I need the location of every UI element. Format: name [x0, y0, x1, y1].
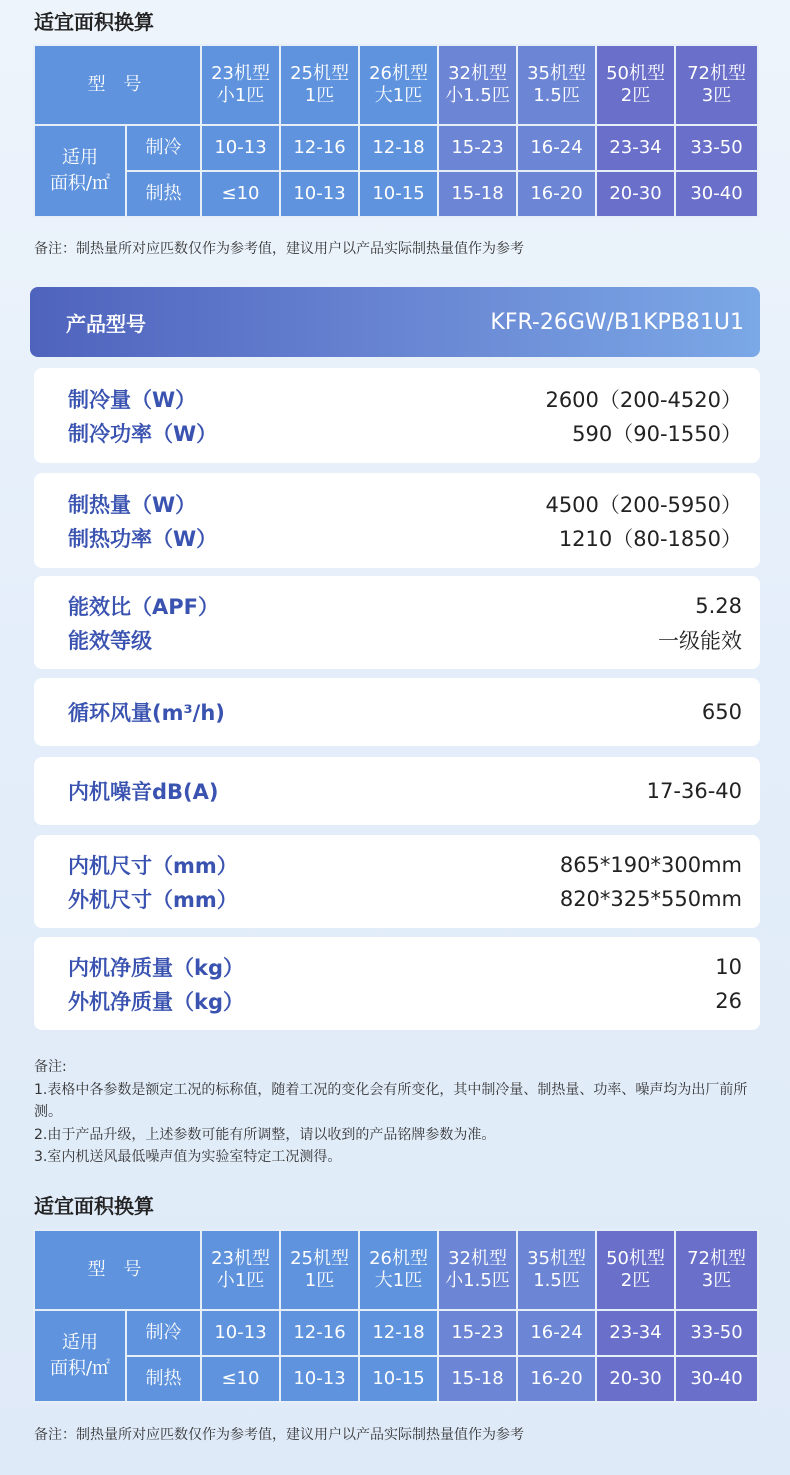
spec-row	[68, 950, 742, 984]
spec-card-heating	[34, 473, 760, 568]
model-col: 23机型 小1匹	[201, 1230, 280, 1310]
cool-cell: 16-24	[517, 125, 596, 171]
cool-cell: 12-18	[359, 1310, 438, 1356]
spec-row	[68, 984, 742, 1018]
spec-card-dimensions	[34, 835, 760, 928]
heat-cell: 20-30	[596, 171, 675, 217]
heat-label: 制热	[126, 1356, 201, 1402]
heat-cell: ≤10	[201, 1356, 280, 1402]
spec-key: 循环风量(m³/h)	[68, 701, 225, 725]
model-col: 50机型 2匹	[596, 45, 675, 125]
cool-cell: 12-16	[280, 1310, 359, 1356]
heat-cell: 16-20	[517, 171, 596, 217]
spec-row	[68, 774, 742, 808]
spec-key: 制冷功率（W）	[68, 421, 218, 446]
area-table-bottom	[33, 1229, 759, 1403]
spec-row	[68, 416, 742, 450]
remarks-title: 备注:	[34, 1059, 67, 1075]
cool-cell: 33-50	[675, 125, 758, 171]
spec-value: 26	[715, 988, 742, 1013]
area-section-title: 适宜面积换算	[34, 1194, 154, 1218]
heat-label: 制热	[126, 171, 201, 217]
model-col: 25机型 1匹	[280, 45, 359, 125]
model-col: 32机型 小1.5匹	[438, 45, 517, 125]
heat-cell: 10-15	[359, 171, 438, 217]
spec-value: 2600（200-4520）	[545, 387, 742, 412]
cool-label: 制冷	[126, 1310, 201, 1356]
heat-cell: 20-30	[596, 1356, 675, 1402]
heat-cell: 15-18	[438, 1356, 517, 1402]
spec-value: 5.28	[695, 593, 742, 618]
model-col: 35机型 1.5匹	[517, 1230, 596, 1310]
spec-card-weight	[34, 937, 760, 1030]
area-note: 备注：制热量所对应匹数仅作为参考值，建议用户以产品实际制热量值作为参考	[34, 241, 524, 257]
spec-row	[68, 521, 742, 555]
remarks-line: 3.室内机送风最低噪声值为实验室特定工况测得。	[34, 1149, 342, 1165]
product-model-value: KFR-26GW/B1KPB81U1	[490, 309, 744, 335]
cool-label: 制冷	[126, 125, 201, 171]
heat-cell: 30-40	[675, 171, 758, 217]
model-col: 72机型 3匹	[675, 45, 758, 125]
spec-card-noise	[34, 757, 760, 825]
model-col: 25机型 1匹	[280, 1230, 359, 1310]
spec-key: 内机尺寸（mm）	[68, 853, 238, 878]
spec-key: 制热量（W）	[68, 492, 197, 517]
spec-row	[68, 382, 742, 416]
cool-cell: 16-24	[517, 1310, 596, 1356]
spec-key: 能效等级	[68, 628, 152, 653]
cool-cell: 15-23	[438, 125, 517, 171]
model-col: 26机型 大1匹	[359, 1230, 438, 1310]
area-note: 备注：制热量所对应匹数仅作为参考值，建议用户以产品实际制热量值作为参考	[34, 1427, 524, 1443]
remarks	[34, 1056, 759, 1169]
cool-cell: 10-13	[201, 1310, 280, 1356]
model-label: 型 号	[34, 45, 201, 125]
spec-value: 一级能效	[658, 628, 742, 653]
cool-cell: 33-50	[675, 1310, 758, 1356]
spec-row	[68, 848, 742, 882]
model-label: 型 号	[34, 1230, 201, 1310]
spec-key: 制冷量（W）	[68, 387, 197, 412]
spec-value: 590（90-1550）	[572, 421, 742, 446]
spec-value: 10	[715, 954, 742, 979]
spec-key: 内机噪音dB(A)	[68, 780, 219, 804]
spec-row	[68, 623, 742, 657]
spec-key: 外机净质量（kg）	[68, 989, 244, 1014]
cool-cell: 23-34	[596, 1310, 675, 1356]
area-section-title: 适宜面积换算	[34, 10, 154, 34]
model-col: 26机型 大1匹	[359, 45, 438, 125]
spec-row	[68, 695, 742, 729]
area-table-top	[33, 44, 759, 218]
cool-cell: 12-18	[359, 125, 438, 171]
area-label: 适用 面积/㎡	[34, 1310, 126, 1402]
heat-cell: 16-20	[517, 1356, 596, 1402]
heat-cell: 10-15	[359, 1356, 438, 1402]
remarks-line: 1.表格中各参数是额定工况的标称值，随着工况的变化会有所变化，其中制冷量、制热量、功率、噪声均为出厂前所测。	[34, 1081, 748, 1120]
area-label: 适用 面积/㎡	[34, 125, 126, 217]
heat-cell: 10-13	[280, 1356, 359, 1402]
heat-cell: 15-18	[438, 171, 517, 217]
spec-row	[68, 487, 742, 521]
spec-key: 能效比（APF）	[68, 594, 219, 619]
model-col: 50机型 2匹	[596, 1230, 675, 1310]
spec-value: 820*325*550mm	[559, 886, 742, 911]
heat-cell: ≤10	[201, 171, 280, 217]
remarks-line: 2.由于产品升级，上述参数可能有所调整，请以收到的产品铭牌参数为准。	[34, 1126, 496, 1143]
spec-value: 865*190*300mm	[559, 852, 742, 877]
spec-value: 1210（80-1850）	[558, 526, 742, 551]
spec-key: 制热功率（W）	[68, 526, 218, 551]
model-col: 72机型 3匹	[675, 1230, 758, 1310]
spec-key: 外机尺寸（mm）	[68, 887, 238, 912]
cool-cell: 15-23	[438, 1310, 517, 1356]
cool-cell: 12-16	[280, 125, 359, 171]
spec-row	[68, 589, 742, 623]
spec-key: 内机净质量（kg）	[68, 955, 244, 980]
spec-card-airflow	[34, 678, 760, 746]
model-col: 32机型 小1.5匹	[438, 1230, 517, 1310]
product-model-bar	[30, 287, 760, 357]
spec-value: 17-36-40	[646, 779, 742, 803]
spec-value: 650	[701, 700, 742, 724]
spec-card-cooling	[34, 368, 760, 463]
heat-cell: 30-40	[675, 1356, 758, 1402]
heat-cell: 10-13	[280, 171, 359, 217]
spec-card-efficiency	[34, 576, 760, 669]
spec-value: 4500（200-5950）	[545, 492, 742, 517]
model-col: 23机型 小1匹	[201, 45, 280, 125]
cool-cell: 10-13	[201, 125, 280, 171]
model-col: 35机型 1.5匹	[517, 45, 596, 125]
spec-row	[68, 882, 742, 916]
cool-cell: 23-34	[596, 125, 675, 171]
product-model-label: 产品型号	[66, 311, 146, 336]
